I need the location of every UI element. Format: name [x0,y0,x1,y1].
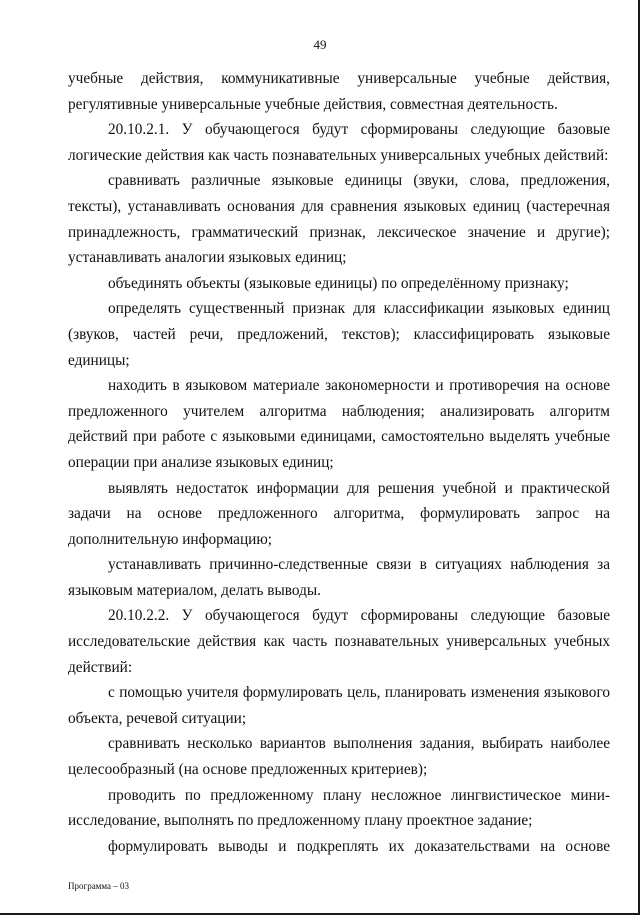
paragraph-3: сравнивать различные языковые единицы (звуки, слова, предложения, тексты), устанавливать основания для сравнения языковых единиц (частеречная принадлежность, грамматический признак, лексическое значение и другие); устанавливать аналогии языковых единиц; [68,172,610,267]
document-body [68,66,610,859]
paragraph-1: учебные действия, коммуникативные универсальные учебные действия, регулятивные универсальные учебные действия, совместная деятельность. [68,70,610,113]
paragraph-10: с помощью учителя формулировать цель, планировать изменения языкового объекта, речевой ситуации; [68,684,610,727]
paragraph-4: объединять объекты (языковые единицы) по определённому признаку; [108,274,569,292]
paragraph-13: формулировать выводы и подкреплять их доказательствами на основе [108,837,610,855]
paragraph-11: сравнивать несколько вариантов выполнения задания, выбирать наиболее целесообразный (на основе предложенных критериев); [68,735,610,779]
paragraph-9: 20.10.2.2. У обучающегося будут сформированы следующие базовые исследовательские действия как часть познавательных универсальных учебных действий: [68,607,610,676]
paragraph-7: выявлять недостаток информации для решения учебной и практической задачи на основе предложенного алгоритма, формулировать запрос на дополнительную информацию; [68,479,610,548]
paragraph-6: находить в языковом материале закономерности и противоречия на основе предложенного учителем алгоритма наблюдения; анализировать алгоритм действий при работе с языковыми единицами, самостоятельно выделять учебные операции при анализе языковых единиц; [68,377,610,471]
paragraph-12: проводить по предложенному плану несложное лингвистическое мини-исследование, выполнять по предложенному плану проектное задание; [68,786,610,830]
paragraph-8: устанавливать причинно-следственные связи в ситуациях наблюдения за языковым материалом, делать выводы. [68,556,610,599]
page-footer: Программа – 03 [68,881,130,891]
paragraph-2: 20.10.2.1. У обучающегося будут сформированы следующие базовые логические действия как часть познавательных универсальных учебных действий: [68,121,610,164]
paragraph-5: определять существенный признак для классификации языковых единиц (звуков, частей речи, предложений, текстов); классифицировать языковые единицы; [68,300,610,369]
page-number: 49 [313,37,327,52]
